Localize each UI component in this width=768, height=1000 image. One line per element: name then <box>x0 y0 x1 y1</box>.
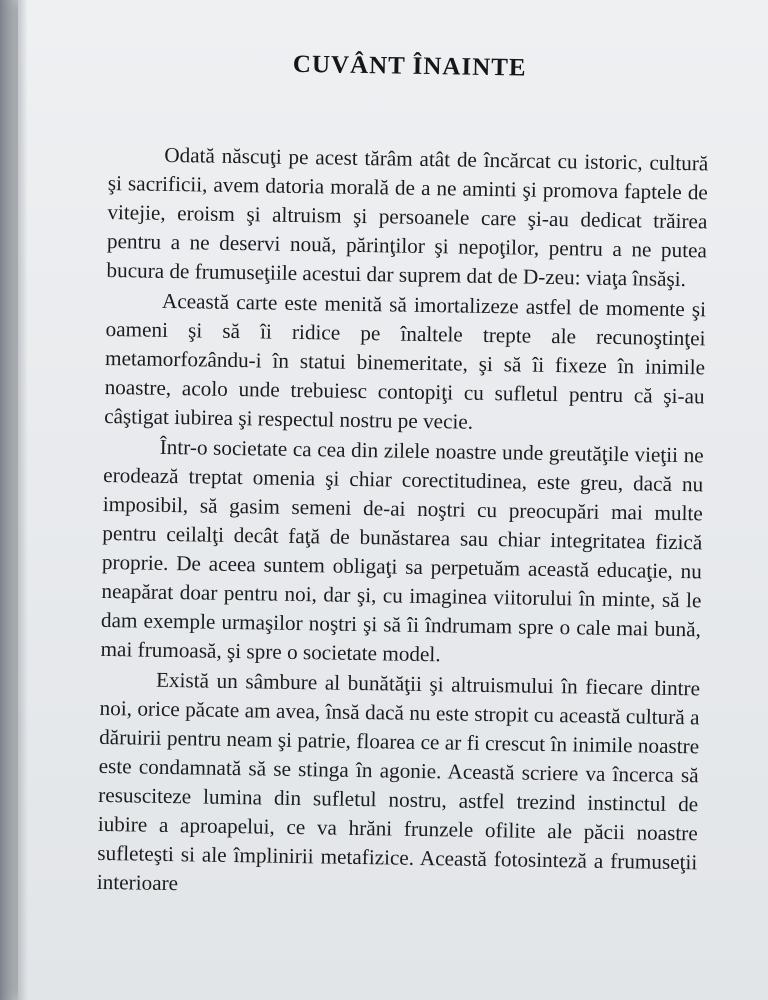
paragraph-2: Această carte este menită să imortalizeze astfel de momente şi oameni şi să îi ridice pe înaltele trepte ale recunoştinţei metamorfozându-i în statui binemeritate, şi să îi fixeze în inimile noastre, acolo unde trebuiesc contopiţi cu sufletul pentru că şi-au câştigat iubirea şi respectul nostru pe vecie. <box>104 288 707 434</box>
book-page <box>18 0 768 1000</box>
paragraph-1: Odată născuţi pe acest tărâm atât de încărcat cu istoric, cultură şi sacrificii, avem datoria morală de a ne aminti şi promova faptele de vitejie, eroism şi altruism şi persoanele care şi-au dedicat trăirea pentru a ne deservi nouă, părinţilor şi nepoţilor, pentru a ne putea bucura de frumuseţiile acestui dar suprem dat de D-zeu: viaţa însăşi. <box>106 142 709 292</box>
page-title: CUVÂNT ÎNAINTE <box>292 50 527 82</box>
page-edge-shadow <box>18 0 28 1000</box>
paragraph-4: Există un sâmbure al bunătăţii şi altruismului în fiecare dintre noi, orice păcate am avea, însă dacă nu este stropit cu această cultură a dăruirii pentru neam şi patrie, floarea ce ar fi crescut în inimile noastre este condamnată să se stinga în agonie. Această scriere va încerca să resusciteze lumina din sufletul nostru, astfel trezind instinctul de iubire a aproapelui, ce va hrăni frunzele ofilite ale păcii noastre sufleteşti si ale împlinirii metafizice. Această fotosinteză a frumuseţii interioare <box>96 667 701 896</box>
page-content <box>97 48 710 906</box>
paragraph-3: Într-o societate ca cea din zilele noastre unde greutăţile vieţii ne erodează treptat omenia şi chiar corectitudinea, este greu, dacă nu imposibil, să gasim semeni de-ai noştri cu preocupări mai multe pentru ceilalţi decât faţă de bunăstarea sau chiar integritatea fizică proprie. De aceea suntem obligaţi sa perpetuăm această educaţie, nu neapărat doar pentru noi, dar şi, cu imaginea viitorului în minte, să le dam exemple urmaşilor noştri şi să îi îndrumam spre o cale mai bună, mai frumoasă, şi spre o societate model. <box>100 434 704 667</box>
